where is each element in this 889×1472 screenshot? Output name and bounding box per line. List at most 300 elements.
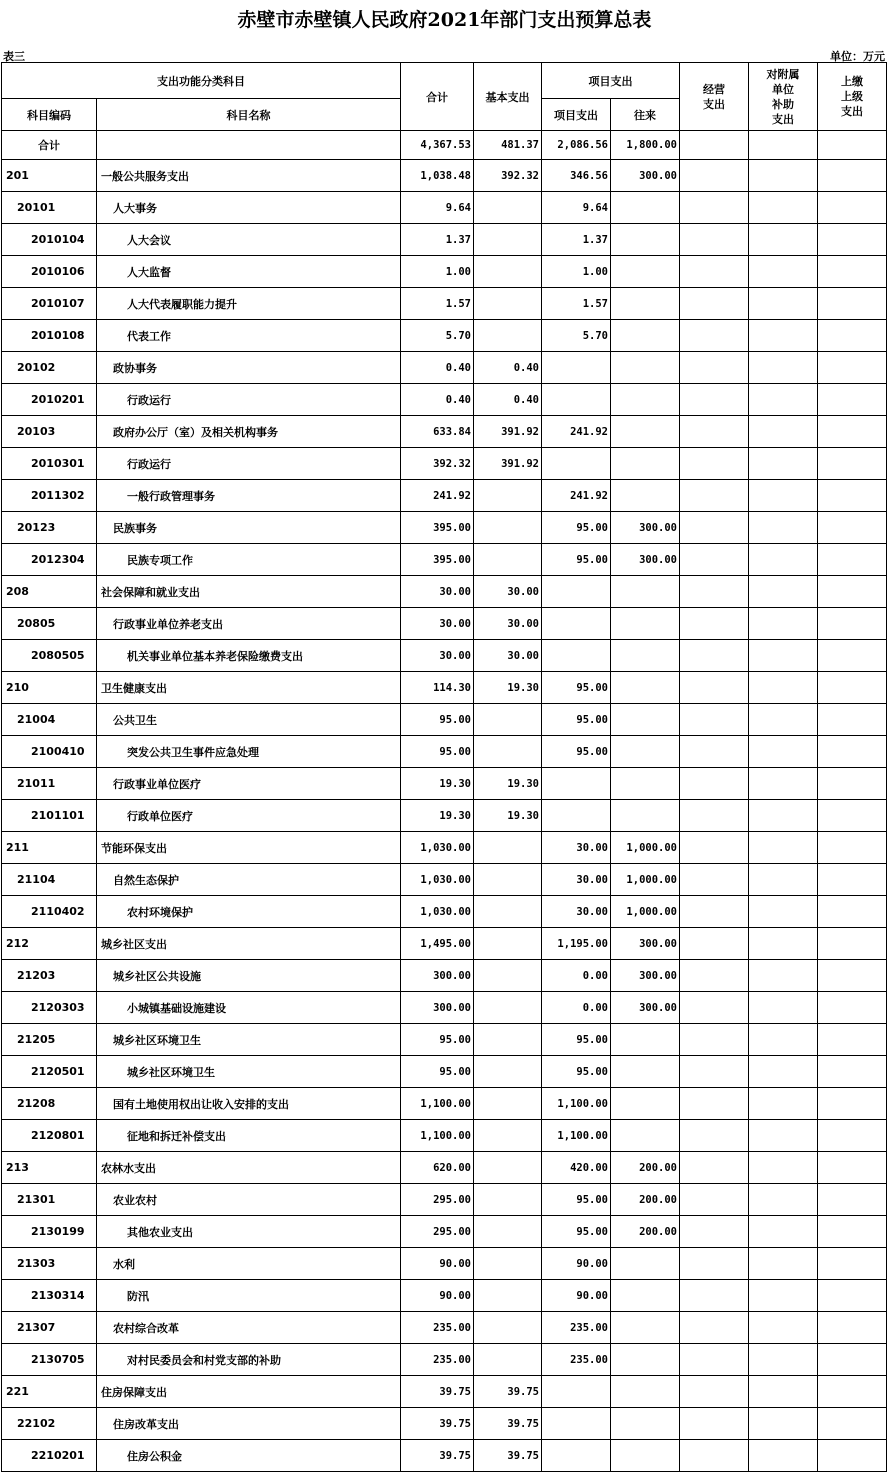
cell-name: [97, 131, 401, 160]
cell-basic: [474, 288, 542, 320]
cell-transfer: [611, 608, 680, 640]
cell-subsidy: [749, 384, 818, 416]
cell-subsidy: [749, 224, 818, 256]
cell-project: 346.56: [542, 160, 611, 192]
cell-upper: [818, 1216, 887, 1248]
cell-name: 水利: [97, 1248, 401, 1280]
cell-transfer: [611, 1120, 680, 1152]
cell-upper: [818, 1408, 887, 1440]
cell-project: 0.00: [542, 960, 611, 992]
cell-total: 19.30: [401, 768, 474, 800]
cell-upper: [818, 256, 887, 288]
cell-subsidy: [749, 1056, 818, 1088]
cell-upper: [818, 512, 887, 544]
cell-basic: 19.30: [474, 768, 542, 800]
cell-name: 农林水支出: [97, 1152, 401, 1184]
cell-project: 241.92: [542, 416, 611, 448]
table-row: [2, 1440, 887, 1472]
cell-transfer: [611, 1408, 680, 1440]
table-row: [2, 1216, 887, 1248]
cell-name: 人大会议: [97, 224, 401, 256]
cell-transfer: 300.00: [611, 544, 680, 576]
cell-upper: [818, 768, 887, 800]
cell-subsidy: [749, 1024, 818, 1056]
cell-name: 其他农业支出: [97, 1216, 401, 1248]
cell-transfer: 300.00: [611, 928, 680, 960]
cell-subsidy: [749, 1312, 818, 1344]
cell-project: [542, 768, 611, 800]
table-row: [2, 160, 887, 192]
cell-total: 4,367.53: [401, 131, 474, 160]
cell-code: 2010301: [2, 448, 97, 480]
table-row: [2, 736, 887, 768]
cell-upper: [818, 704, 887, 736]
cell-total: 1.57: [401, 288, 474, 320]
cell-transfer: 1,800.00: [611, 131, 680, 160]
table-row: [2, 640, 887, 672]
table-row: [2, 416, 887, 448]
cell-code: 2010201: [2, 384, 97, 416]
cell-operating: [680, 576, 749, 608]
cell-subsidy: [749, 1280, 818, 1312]
cell-subsidy: [749, 1248, 818, 1280]
cell-code: 221: [2, 1376, 97, 1408]
cell-total: 300.00: [401, 992, 474, 1024]
cell-total: 1,038.48: [401, 160, 474, 192]
cell-basic: [474, 1216, 542, 1248]
cell-transfer: [611, 384, 680, 416]
cell-basic: [474, 1152, 542, 1184]
cell-subsidy: [749, 1408, 818, 1440]
cell-operating: [680, 832, 749, 864]
cell-code: 21303: [2, 1248, 97, 1280]
cell-operating: [680, 256, 749, 288]
cell-total: 1,100.00: [401, 1120, 474, 1152]
table-row: [2, 864, 887, 896]
cell-project: [542, 352, 611, 384]
cell-total: 95.00: [401, 1056, 474, 1088]
cell-total: 1,495.00: [401, 928, 474, 960]
cell-code: 212: [2, 928, 97, 960]
cell-operating: [680, 1152, 749, 1184]
cell-code: 2010106: [2, 256, 97, 288]
header-name: 科目名称: [97, 99, 401, 131]
cell-operating: [680, 704, 749, 736]
cell-transfer: [611, 1376, 680, 1408]
cell-operating: [680, 224, 749, 256]
cell-upper: [818, 384, 887, 416]
cell-upper: [818, 416, 887, 448]
cell-operating: [680, 1376, 749, 1408]
cell-upper: [818, 160, 887, 192]
cell-code: 2210201: [2, 1440, 97, 1472]
cell-basic: [474, 1120, 542, 1152]
cell-name: 行政事业单位养老支出: [97, 608, 401, 640]
cell-name: 卫生健康支出: [97, 672, 401, 704]
cell-operating: [680, 672, 749, 704]
cell-subsidy: [749, 1184, 818, 1216]
cell-subsidy: [749, 1152, 818, 1184]
cell-operating: [680, 768, 749, 800]
cell-subsidy: [749, 131, 818, 160]
cell-total: 1.37: [401, 224, 474, 256]
cell-total: 1,100.00: [401, 1088, 474, 1120]
cell-operating: [680, 320, 749, 352]
cell-transfer: [611, 800, 680, 832]
table-row: [2, 288, 887, 320]
cell-subsidy: [749, 512, 818, 544]
cell-subsidy: [749, 832, 818, 864]
cell-transfer: 200.00: [611, 1152, 680, 1184]
cell-project: 0.00: [542, 992, 611, 1024]
cell-basic: 0.40: [474, 352, 542, 384]
cell-transfer: 300.00: [611, 992, 680, 1024]
cell-project: 235.00: [542, 1344, 611, 1376]
cell-upper: [818, 480, 887, 512]
table-row: [2, 1088, 887, 1120]
cell-operating: [680, 992, 749, 1024]
cell-project: [542, 448, 611, 480]
cell-total: 95.00: [401, 1024, 474, 1056]
cell-code: 20101: [2, 192, 97, 224]
cell-basic: 30.00: [474, 640, 542, 672]
cell-subsidy: [749, 768, 818, 800]
cell-code: 20123: [2, 512, 97, 544]
cell-code: 合计: [2, 131, 97, 160]
cell-total: 30.00: [401, 576, 474, 608]
cell-upper: [818, 736, 887, 768]
cell-basic: 19.30: [474, 800, 542, 832]
cell-subsidy: [749, 416, 818, 448]
cell-project: 30.00: [542, 832, 611, 864]
cell-code: 211: [2, 832, 97, 864]
cell-subsidy: [749, 864, 818, 896]
cell-upper: [818, 1248, 887, 1280]
cell-total: 39.75: [401, 1376, 474, 1408]
table-row: [2, 1056, 887, 1088]
cell-transfer: [611, 576, 680, 608]
cell-code: 2130314: [2, 1280, 97, 1312]
page-title: 赤壁市赤壁镇人民政府2021年部门支出预算总表: [237, 9, 652, 31]
cell-project: [542, 384, 611, 416]
cell-code: 210: [2, 672, 97, 704]
cell-project: 1,100.00: [542, 1120, 611, 1152]
cell-total: 19.30: [401, 800, 474, 832]
cell-basic: [474, 960, 542, 992]
unit-label: 单位：万元: [830, 50, 885, 63]
cell-transfer: [611, 672, 680, 704]
cell-total: 295.00: [401, 1184, 474, 1216]
cell-upper: [818, 1024, 887, 1056]
cell-subsidy: [749, 704, 818, 736]
cell-subsidy: [749, 800, 818, 832]
header-upper: 上缴 上级 支出: [818, 63, 887, 131]
cell-project: 1,195.00: [542, 928, 611, 960]
cell-project: 95.00: [542, 1216, 611, 1248]
cell-total: 5.70: [401, 320, 474, 352]
cell-code: 2100410: [2, 736, 97, 768]
cell-transfer: [611, 352, 680, 384]
cell-transfer: [611, 1024, 680, 1056]
cell-subsidy: [749, 1344, 818, 1376]
cell-name: 一般行政管理事务: [97, 480, 401, 512]
table-row: [2, 1408, 887, 1440]
header-subsidy: 对附属 单位 补助 支出: [749, 63, 818, 131]
cell-basic: 39.75: [474, 1376, 542, 1408]
cell-operating: [680, 1056, 749, 1088]
cell-name: 行政运行: [97, 384, 401, 416]
cell-code: 208: [2, 576, 97, 608]
cell-name: 防汛: [97, 1280, 401, 1312]
cell-total: 1,030.00: [401, 896, 474, 928]
cell-project: [542, 1376, 611, 1408]
cell-total: 39.75: [401, 1440, 474, 1472]
cell-name: 人大代表履职能力提升: [97, 288, 401, 320]
cell-upper: [818, 1184, 887, 1216]
cell-transfer: [611, 1440, 680, 1472]
cell-transfer: 200.00: [611, 1184, 680, 1216]
cell-name: 一般公共服务支出: [97, 160, 401, 192]
cell-operating: [680, 1120, 749, 1152]
cell-basic: [474, 1344, 542, 1376]
cell-basic: 391.92: [474, 448, 542, 480]
cell-total: 620.00: [401, 1152, 474, 1184]
cell-subsidy: [749, 672, 818, 704]
cell-subsidy: [749, 608, 818, 640]
cell-code: 2010104: [2, 224, 97, 256]
table-row: [2, 704, 887, 736]
cell-subsidy: [749, 288, 818, 320]
cell-project: 95.00: [542, 544, 611, 576]
cell-upper: [818, 1344, 887, 1376]
cell-upper: [818, 832, 887, 864]
cell-upper: [818, 1120, 887, 1152]
cell-transfer: [611, 1344, 680, 1376]
cell-total: 90.00: [401, 1248, 474, 1280]
cell-subsidy: [749, 480, 818, 512]
cell-project: 90.00: [542, 1248, 611, 1280]
cell-basic: 392.32: [474, 160, 542, 192]
cell-total: 235.00: [401, 1344, 474, 1376]
cell-upper: [818, 1088, 887, 1120]
cell-transfer: [611, 224, 680, 256]
cell-project: 95.00: [542, 704, 611, 736]
cell-code: 2080505: [2, 640, 97, 672]
cell-name: 突发公共卫生事件应急处理: [97, 736, 401, 768]
cell-total: 300.00: [401, 960, 474, 992]
cell-transfer: [611, 640, 680, 672]
cell-subsidy: [749, 1376, 818, 1408]
cell-code: 21104: [2, 864, 97, 896]
cell-basic: [474, 192, 542, 224]
cell-total: 30.00: [401, 608, 474, 640]
cell-transfer: 1,000.00: [611, 864, 680, 896]
cell-project: 420.00: [542, 1152, 611, 1184]
cell-name: 代表工作: [97, 320, 401, 352]
budget-table: [1, 62, 887, 1472]
cell-code: 21208: [2, 1088, 97, 1120]
cell-operating: [680, 608, 749, 640]
cell-transfer: [611, 1088, 680, 1120]
cell-basic: [474, 256, 542, 288]
cell-total: 235.00: [401, 1312, 474, 1344]
cell-name: 农村环境保护: [97, 896, 401, 928]
cell-code: 2011302: [2, 480, 97, 512]
cell-name: 国有土地使用权出让收入安排的支出: [97, 1088, 401, 1120]
cell-project: 5.70: [542, 320, 611, 352]
cell-total: 39.75: [401, 1408, 474, 1440]
cell-upper: [818, 544, 887, 576]
cell-name: 农业农村: [97, 1184, 401, 1216]
table-row: [2, 992, 887, 1024]
table-row: [2, 800, 887, 832]
header-transfer: 往来: [611, 99, 680, 131]
cell-project: 95.00: [542, 1024, 611, 1056]
table-row: [2, 928, 887, 960]
cell-operating: [680, 1280, 749, 1312]
cell-code: 2101101: [2, 800, 97, 832]
cell-total: 633.84: [401, 416, 474, 448]
cell-basic: [474, 1312, 542, 1344]
cell-operating: [680, 1344, 749, 1376]
cell-code: 21011: [2, 768, 97, 800]
cell-total: 1,030.00: [401, 864, 474, 896]
header-operating: 经营 支出: [680, 63, 749, 131]
cell-transfer: [611, 768, 680, 800]
cell-operating: [680, 512, 749, 544]
cell-code: 2012304: [2, 544, 97, 576]
cell-code: 20805: [2, 608, 97, 640]
cell-operating: [680, 1184, 749, 1216]
cell-subsidy: [749, 576, 818, 608]
table-body: [2, 131, 887, 1472]
cell-code: 2010107: [2, 288, 97, 320]
cell-upper: [818, 960, 887, 992]
cell-operating: [680, 800, 749, 832]
cell-basic: [474, 512, 542, 544]
cell-operating: [680, 352, 749, 384]
cell-operating: [680, 1408, 749, 1440]
cell-project: 241.92: [542, 480, 611, 512]
cell-transfer: [611, 256, 680, 288]
header-total: 合计: [401, 63, 474, 131]
cell-subsidy: [749, 1216, 818, 1248]
cell-transfer: [611, 1248, 680, 1280]
table-row: [2, 352, 887, 384]
table-row: [2, 256, 887, 288]
cell-project: 1.00: [542, 256, 611, 288]
cell-subsidy: [749, 352, 818, 384]
cell-subsidy: [749, 544, 818, 576]
cell-total: 395.00: [401, 512, 474, 544]
cell-operating: [680, 480, 749, 512]
table-row-total: [2, 131, 887, 160]
table-row: [2, 832, 887, 864]
cell-transfer: [611, 704, 680, 736]
table-row: [2, 512, 887, 544]
cell-code: 21203: [2, 960, 97, 992]
table-header: [2, 63, 887, 131]
cell-basic: [474, 1056, 542, 1088]
cell-basic: 0.40: [474, 384, 542, 416]
cell-code: 21004: [2, 704, 97, 736]
cell-name: 城乡社区环境卫生: [97, 1056, 401, 1088]
table-row: [2, 1312, 887, 1344]
cell-basic: 39.75: [474, 1440, 542, 1472]
cell-upper: [818, 1312, 887, 1344]
cell-operating: [680, 864, 749, 896]
cell-project: 90.00: [542, 1280, 611, 1312]
cell-code: 2120801: [2, 1120, 97, 1152]
cell-transfer: [611, 480, 680, 512]
cell-upper: [818, 864, 887, 896]
cell-operating: [680, 1088, 749, 1120]
cell-subsidy: [749, 320, 818, 352]
cell-operating: [680, 1216, 749, 1248]
cell-subsidy: [749, 448, 818, 480]
cell-upper: [818, 131, 887, 160]
cell-project: 30.00: [542, 896, 611, 928]
cell-total: 295.00: [401, 1216, 474, 1248]
cell-name: 公共卫生: [97, 704, 401, 736]
table-row: [2, 1280, 887, 1312]
cell-name: 机关事业单位基本养老保险缴费支出: [97, 640, 401, 672]
table-row: [2, 1344, 887, 1376]
cell-name: 人大事务: [97, 192, 401, 224]
cell-name: 人大监督: [97, 256, 401, 288]
cell-total: 0.40: [401, 352, 474, 384]
cell-name: 对村民委员会和村党支部的补助: [97, 1344, 401, 1376]
cell-upper: [818, 352, 887, 384]
cell-name: 行政运行: [97, 448, 401, 480]
cell-transfer: [611, 1056, 680, 1088]
cell-project: 30.00: [542, 864, 611, 896]
cell-basic: [474, 320, 542, 352]
cell-upper: [818, 576, 887, 608]
cell-upper: [818, 800, 887, 832]
cell-operating: [680, 736, 749, 768]
cell-subsidy: [749, 736, 818, 768]
cell-total: 1.00: [401, 256, 474, 288]
cell-transfer: 300.00: [611, 160, 680, 192]
cell-project: 1.57: [542, 288, 611, 320]
table-row: [2, 672, 887, 704]
cell-project: 2,086.56: [542, 131, 611, 160]
cell-transfer: [611, 288, 680, 320]
cell-operating: [680, 928, 749, 960]
cell-code: 21301: [2, 1184, 97, 1216]
table-row: [2, 1024, 887, 1056]
cell-operating: [680, 640, 749, 672]
cell-total: 241.92: [401, 480, 474, 512]
cell-transfer: [611, 736, 680, 768]
table-row: [2, 544, 887, 576]
cell-operating: [680, 544, 749, 576]
cell-basic: 391.92: [474, 416, 542, 448]
cell-upper: [818, 224, 887, 256]
table-row: [2, 1248, 887, 1280]
cell-basic: [474, 704, 542, 736]
cell-name: 城乡社区环境卫生: [97, 1024, 401, 1056]
cell-subsidy: [749, 1120, 818, 1152]
cell-basic: 30.00: [474, 576, 542, 608]
table-row: [2, 1152, 887, 1184]
cell-basic: [474, 1248, 542, 1280]
cell-basic: [474, 1024, 542, 1056]
table-number: 表三: [3, 50, 25, 63]
cell-transfer: [611, 192, 680, 224]
cell-transfer: 300.00: [611, 960, 680, 992]
